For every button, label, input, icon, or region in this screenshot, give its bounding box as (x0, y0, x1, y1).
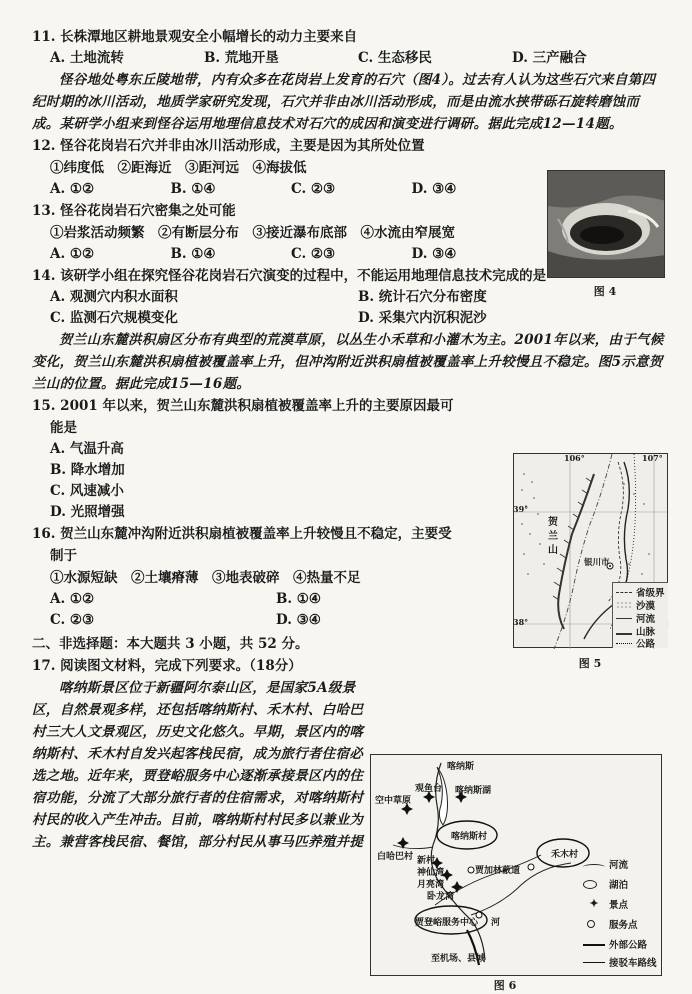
q14-options-row1 (32, 287, 666, 308)
fig6-legend-lake: 湖泊 (583, 877, 628, 891)
q13-option-c[interactable]: C. ②③ (291, 246, 336, 262)
q13-choices: ①岩浆活动频繁 ②有断层分布 ③接近瀑布底部 ④水流由窄展宽 (50, 225, 455, 241)
fig6-legend-service: 服务点 (583, 917, 638, 931)
q15-option-c[interactable]: C. 风速减小 (50, 483, 124, 499)
fig5-lat2: 38° (513, 617, 529, 627)
fig6-shencun-label: 新村 (417, 856, 436, 866)
fig6-river-label: 河 (491, 918, 501, 928)
fig5-caption: 图 5 (578, 657, 602, 670)
q12-choices: ①纬度低 ②距海近 ③距河远 ④海拔低 (50, 160, 307, 176)
fig5-city-label: 银川市 (584, 558, 610, 568)
passage-guaigu: 怪谷地处粤东丘陵地带，内有众多在花岗岩上发育的石穴（图4）。过去有人认为这些石穴来自第四纪时期的冰川活动，地质学家研究发现，石穴并非由冰川活动形成，而是由流水挟带砾石旋转磨蚀而成。某研学小组来到怪谷运用地理信息技术对石穴的成因和演变进行调研。据此完成12—14题。 (32, 72, 656, 132)
q14-option-b[interactable]: B. 统计石穴分布密度 (358, 289, 487, 305)
q12-options (32, 179, 532, 200)
q14-option-c[interactable]: C. 监测石穴规模变化 (50, 310, 178, 326)
fig5-map (513, 453, 668, 648)
fig6-map (370, 754, 662, 976)
fig5-legend (612, 582, 668, 648)
q16-option-a[interactable]: A. ①② (50, 591, 95, 607)
fig6-kanas-label: 喀纳斯 (447, 762, 475, 772)
fig6-jiaying-label: 贾加林蔽道 (475, 866, 521, 876)
q16-option-d[interactable]: D. ③④ (276, 612, 321, 628)
fig6-kongzhong-label: 空中草原 (375, 796, 412, 806)
fig5-lat1: 39° (513, 504, 529, 514)
fig6-guanyu-label: 观鱼台 (415, 784, 443, 794)
q16-option-b[interactable]: B. ①④ (276, 591, 322, 607)
q13-option-b[interactable]: B. ①④ (170, 246, 216, 262)
fig6-lake-label: 喀纳斯湖 (455, 786, 492, 796)
fig6-legend-shuttle: 接驳车路线 (583, 955, 657, 969)
q17-stem: 17. 阅读图文材料，完成下列要求。（18分） (32, 658, 302, 674)
fig6-caption: 图 6 (493, 979, 517, 992)
fig6-legend-external-road: 外部公路 (583, 937, 647, 951)
q16-option-c[interactable]: C. ②③ (50, 612, 95, 628)
fig6-kanas-village-label: 喀纳斯村 (451, 832, 488, 842)
q14-option-a[interactable]: A. 观测穴内积水面积 (50, 289, 178, 305)
fig6-road-label: 至机场、县城 (431, 954, 486, 964)
q15-option-d[interactable]: D. 光照增强 (50, 504, 125, 520)
fig6-hemu-label: 禾木村 (551, 850, 579, 860)
q14-stem: 14. 该研学小组在探究怪谷花岗岩石穴演变的过程中，不能运用地理信息技术完成的是 (32, 268, 547, 284)
fig5-lon2: 107° (642, 453, 663, 463)
fig5-legend-road: 公路 (616, 636, 655, 650)
q13-options (32, 244, 532, 265)
fig5-legend-desert: 沙漠 (616, 598, 655, 612)
q14-option-d[interactable]: D. 采集穴内沉积泥沙 (358, 310, 487, 326)
fig5-lon1: 106° (564, 453, 585, 463)
q11-option-a[interactable]: A. 土地流转 (50, 50, 124, 66)
passage-helan: 贺兰山东麓洪积扇区分布有典型的荒漠草原，以丛生小禾草和小灌木为主。2001年以来，由于气候变化，贺兰山东麓洪积扇植被覆盖率上升，但冲沟附近洪积扇植被覆盖率上升较慢且不稳定。图5示意贺兰山的位置。据此完成15—16题。 (32, 332, 664, 392)
q11-option-d[interactable]: D. 三产融合 (512, 50, 587, 66)
fig6-legend-river: 河流 (583, 857, 628, 871)
fig5-legend-mountain: 山脉 (616, 624, 655, 638)
q12-stem: 12. 怪谷花岗岩石穴并非由冰川活动形成，主要是因为其所处位置 (32, 138, 425, 154)
fig5-legend-boundary: 省级界 (616, 585, 665, 599)
q16-stem-cont: 制于 (50, 548, 77, 564)
fig6-jiadengyu-label: 贾登峪服务中心 (415, 918, 479, 928)
section-nonchoice: 二、非选择题：本大题共 3 小题，共 52 分。 (32, 636, 309, 652)
fig6-moon-label: 月亮湾 (417, 880, 445, 890)
q16-options-row1 (32, 589, 502, 610)
q15-option-a[interactable]: A. 气温升高 (50, 441, 124, 457)
rock-hole-image (548, 171, 665, 278)
fig5-mountain-label: 贺兰山 (548, 517, 558, 556)
fig4-photo (547, 170, 665, 278)
q13-option-a[interactable]: A. ①② (50, 246, 95, 262)
q11-options (32, 48, 666, 69)
q12-option-b[interactable]: B. ①④ (170, 181, 216, 197)
q11-option-b[interactable]: B. 荒地开垦 (204, 50, 279, 66)
q14-options-row2 (32, 308, 666, 329)
q11-stem: 11. 长株潭地区耕地景观安全小幅增长的动力主要来自 (32, 29, 358, 45)
q16-options-row2 (32, 610, 502, 631)
q13-stem: 13. 怪谷花岗岩石穴密集之处可能 (32, 203, 236, 219)
q16-choices: ①水源短缺 ②土壤瘠薄 ③地表破碎 ④热量不足 (50, 570, 361, 586)
fig6-shenxian-label: 神仙湾 (417, 868, 445, 878)
fig5-legend-river: 河流 (616, 611, 655, 625)
fig6-baihaba-label: 白哈巴村 (377, 852, 414, 862)
q13-option-d[interactable]: D. ③④ (411, 246, 457, 262)
q15-stem: 15. 2001 年以来，贺兰山东麓洪积扇植被覆盖率上升的主要原因最可 (32, 398, 454, 414)
q11-option-c[interactable]: C. 生态移民 (358, 50, 432, 66)
fig4-caption: 图 4 (593, 285, 617, 298)
q16-stem: 16. 贺兰山东麓冲沟附近洪积扇植被覆盖率上升较慢且不稳定，主要受 (32, 526, 452, 542)
q12-option-a[interactable]: A. ①② (50, 181, 95, 197)
q12-option-c[interactable]: C. ②③ (291, 181, 336, 197)
q15-stem-cont: 能是 (50, 420, 77, 436)
fig6-legend-scenic: ✦ 景点 (589, 897, 629, 911)
fig6-wolong-label: 卧龙湾 (427, 892, 455, 902)
q12-option-d[interactable]: D. ③④ (411, 181, 457, 197)
q17-passage: 喀纳斯景区位于新疆阿尔泰山区，是国家5A级景区，自然景观多样，还包括喀纳斯村、禾木村、白哈巴村三大人文景观区，历史文化悠久。早期，景区内的喀纳斯村、禾木村自发兴起客栈民宿，成为旅行者住宿必选之地。近年来，贾登峪服务中心逐渐承接景区内的住宿功能，分流了大部分旅行者的住宿需求，对喀纳斯村村民的收入产生冲击。目前，喀纳斯村村民多以兼业为主。兼营客栈民宿、餐馆，部分村民从事马匹养殖并提 (32, 680, 364, 850)
q15-option-b[interactable]: B. 降水增加 (50, 462, 125, 478)
